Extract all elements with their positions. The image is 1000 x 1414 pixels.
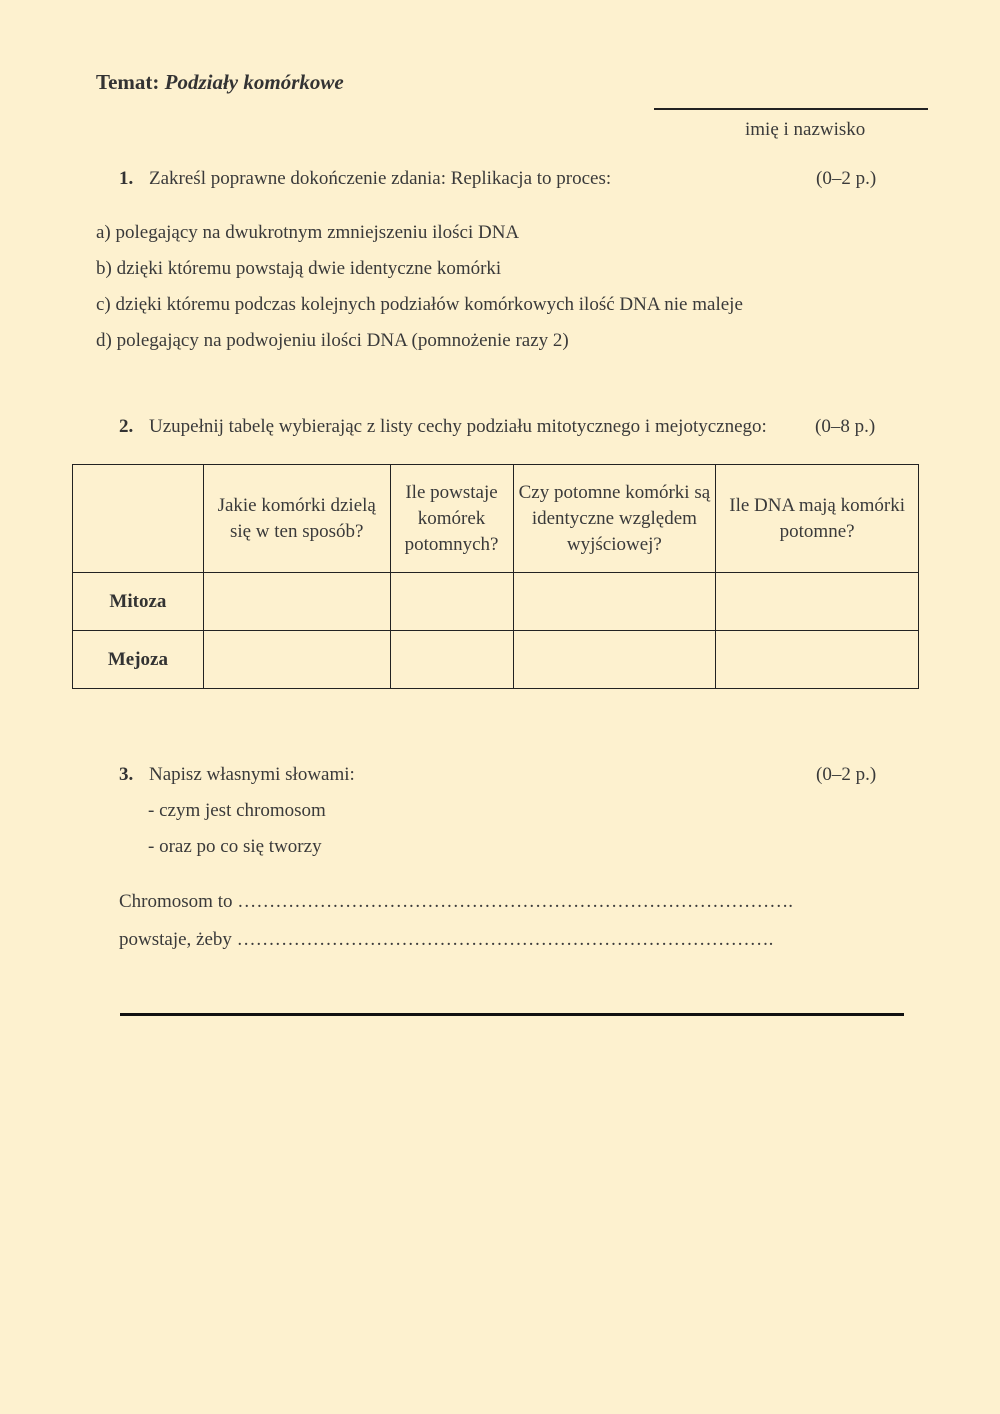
question-1-number: 1.: [119, 168, 134, 189]
answer-line-powstaje[interactable]: powstaje, żeby ………………………………………………………………………….: [119, 929, 774, 950]
question-1: [119, 168, 611, 190]
question-1-points: (0–2 p.): [816, 168, 877, 189]
table-header-cell: Ile powstaje komórek potomnych?: [390, 465, 513, 573]
row-label-mitoza: Mitoza: [73, 573, 204, 631]
answer-cell[interactable]: [203, 631, 390, 689]
answer-cell[interactable]: [390, 631, 513, 689]
answer-cell[interactable]: [716, 573, 919, 631]
answer-table: [72, 464, 919, 689]
answer-cell[interactable]: [390, 573, 513, 631]
answer-cell[interactable]: [513, 631, 716, 689]
question-1-text: Zakreśl poprawne dokończenie zdania: Replikacja to proces:: [149, 168, 612, 189]
question-2: [119, 416, 767, 438]
table-header-row: [73, 465, 919, 573]
question-3-subitem: - oraz po co się tworzy: [148, 836, 322, 857]
option-a[interactable]: a) polegający na dwukrotnym zmniejszeniu ilości DNA: [96, 222, 520, 243]
table-header-cell: Ile DNA mają komórki potomne?: [716, 465, 919, 573]
table-header-cell: Czy potomne komórki są identyczne względem wyjściowej?: [513, 465, 716, 573]
question-3-subitem: - czym jest chromosom: [148, 800, 326, 821]
question-3-text: Napisz własnymi słowami:: [149, 764, 355, 785]
page-title: [96, 70, 344, 95]
answer-cell[interactable]: [716, 631, 919, 689]
row-label-mejoza: Mejoza: [73, 631, 204, 689]
question-2-points: (0–8 p.): [815, 416, 876, 437]
name-label: imię i nazwisko: [745, 119, 866, 140]
topic-value: Podziały komórkowe: [164, 70, 344, 94]
option-c[interactable]: c) dzięki któremu podczas kolejnych podziałów komórkowych ilość DNA nie maleje: [96, 294, 743, 315]
answer-cell[interactable]: [203, 573, 390, 631]
name-input-line[interactable]: [654, 108, 928, 110]
answer-line-chromosom[interactable]: Chromosom to …………………………………………………………………………….: [119, 891, 793, 912]
question-3: [119, 764, 355, 786]
table-row: [73, 631, 919, 689]
question-3-points: (0–2 p.): [816, 764, 877, 785]
question-3-number: 3.: [119, 764, 134, 785]
question-2-number: 2.: [119, 416, 134, 437]
bottom-divider: [120, 1013, 904, 1016]
option-b[interactable]: b) dzięki któremu powstają dwie identyczne komórki: [96, 258, 502, 279]
table-row: [73, 573, 919, 631]
question-2-text: Uzupełnij tabelę wybierając z listy cechy podziału mitotycznego i mejotycznego:: [149, 416, 767, 437]
topic-label: Temat:: [96, 70, 160, 94]
answer-cell[interactable]: [513, 573, 716, 631]
option-d[interactable]: d) polegający na podwojeniu ilości DNA (pomnożenie razy 2): [96, 330, 569, 351]
table-header-cell: Jakie komórki dzielą się w ten sposób?: [203, 465, 390, 573]
table-header-cell: [73, 465, 204, 573]
